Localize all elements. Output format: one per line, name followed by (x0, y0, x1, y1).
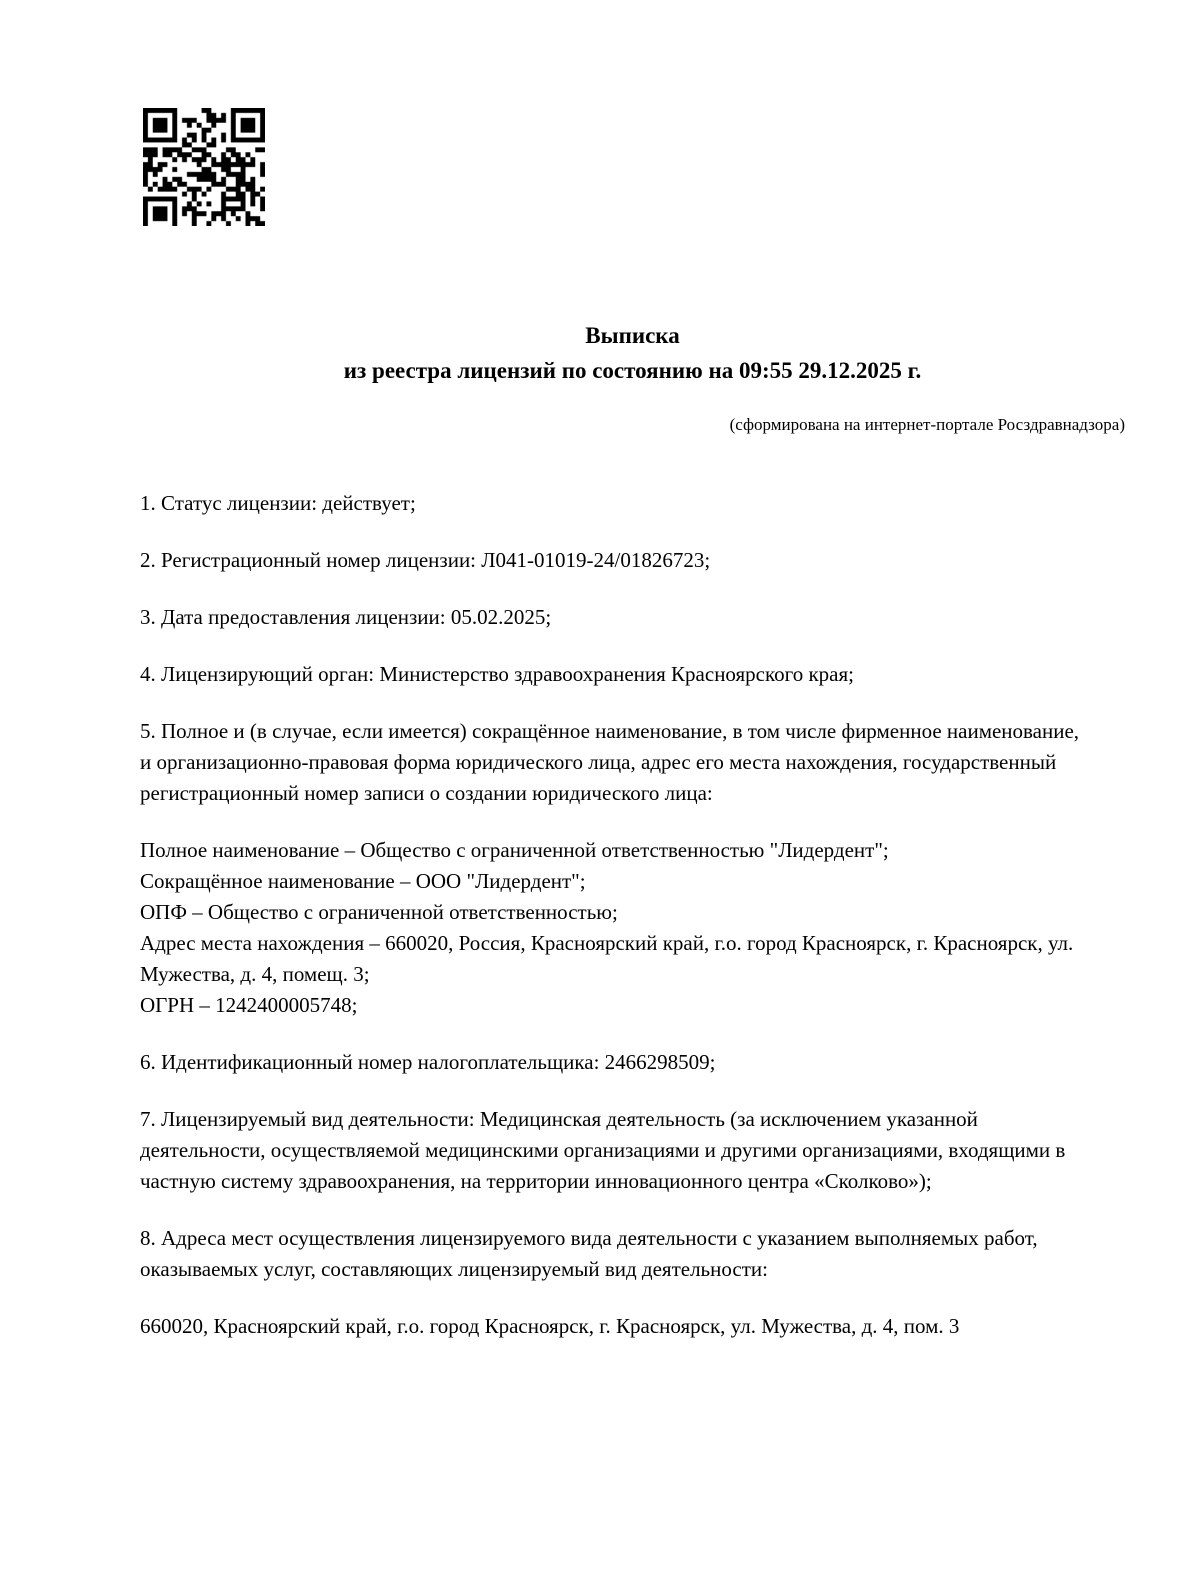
document-subtitle: (сформирована на интернет-портале Росздравнадзора) (729, 415, 1125, 434)
paragraph-inn: 6. Идентификационный номер налогоплательщика: 2466298509; (140, 1050, 716, 1074)
qr-code-container (143, 0, 265, 226)
paragraph-activity-type: 7. Лицензируемый вид деятельности: Медицинская деятельность (за исключением указанной деятельности, осуществляемой медицинскими организациями и другими организациями, входящими в частную систему здравоохранения, на территории инновационного центра «Сколково»); (140, 1107, 1066, 1193)
org-legal-form: ОПФ – Общество с ограниченной ответственностью; (140, 900, 618, 924)
paragraph-licensing-authority: 4. Лицензирующий орган: Министерство здравоохранения Красноярского края; (140, 662, 854, 686)
org-short-name: Сокращённое наименование – ООО "Лидердент"; (140, 869, 586, 893)
org-full-name: Полное наименование – Общество с ограниченной ответственностью "Лидердент"; (140, 838, 889, 862)
document-title-line2: из реестра лицензий по состоянию на 09:55 29.12.2025 г. (343, 358, 922, 383)
paragraph-registration-number: 2. Регистрационный номер лицензии: Л041-01019-24/01826723; (140, 548, 711, 572)
paragraph-grant-date: 3. Дата предоставления лицензии: 05.02.2025; (140, 605, 552, 629)
org-address: Адрес места нахождения – 660020, Россия, Красноярский край, г.о. город Красноярск, г. Красноярск, ул. Мужества, д. 4, помещ. 3; (140, 931, 1074, 986)
paragraph-activity-address: 660020, Красноярский край, г.о. город Красноярск, г. Красноярск, ул. Мужества, д. 4, пом. 3 (140, 1314, 960, 1338)
paragraph-license-status: 1. Статус лицензии: действует; (140, 491, 416, 515)
document-body (140, 488, 1125, 1342)
document-title (140, 318, 1125, 388)
document-title-line1: Выписка (585, 323, 680, 348)
org-details-block (140, 835, 1085, 1021)
qr-code-icon (143, 108, 265, 226)
org-ogrn: ОГРН – 1242400005748; (140, 993, 358, 1017)
paragraph-activity-addresses-heading: 8. Адреса мест осуществления лицензируемого вида деятельности с указанием выполняемых работ, оказываемых услуг, составляющих лицензируемый вид деятельности: (140, 1226, 1038, 1281)
paragraph-org-info-heading: 5. Полное и (в случае, если имеется) сокращённое наименование, в том числе фирменное наименование, и организационно-правовая форма юридического лица, адрес его места нахождения, государственный регистрационный номер записи о создании юридического лица: (140, 719, 1080, 805)
